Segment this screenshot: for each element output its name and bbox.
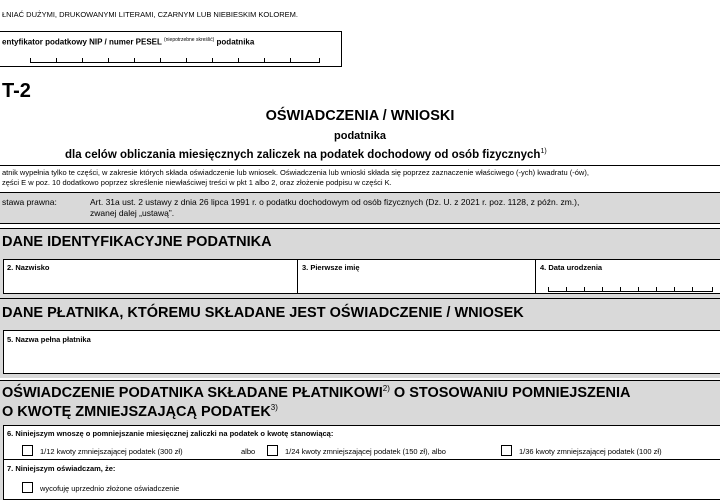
birth-date-field[interactable] xyxy=(536,259,720,294)
option-1-36-checkbox[interactable] xyxy=(501,445,512,456)
birth-date-label: 4. Data urodzenia xyxy=(540,263,603,272)
albo-connector: albo xyxy=(241,447,256,456)
option-1-24-checkbox[interactable] xyxy=(267,445,278,456)
filling-instruction: ŁNIAĆ DUŻYMI, DRUKOWANYMI LITERAMI, CZARNYM LUB NIEBIESKIM KOLOREM. xyxy=(2,10,299,19)
section-c-title-line-2: O KWOTĘ ZMNIEJSZAJĄCĄ PODATEK$^{3)}$ xyxy=(2,403,278,420)
first-name-label: 3. Pierwsze imię xyxy=(302,263,360,272)
birth-date-ticks xyxy=(548,287,713,292)
section-a-header xyxy=(0,228,720,258)
payer-name-field[interactable] xyxy=(3,330,720,374)
field-7-label: 7. Niniejszym oświadczam, że: xyxy=(7,464,116,473)
legal-basis-row xyxy=(0,192,720,224)
nip-field-label: entyfikator podatkowy NIP / numer PESEL $^{(niepotrzebne skreślić)}$ podatnika xyxy=(2,37,255,47)
form-title: OŚWIADCZENIA / WNIOSKI xyxy=(265,108,455,124)
form-code: T-2 xyxy=(2,80,31,102)
section-a-fields-row xyxy=(0,256,720,298)
withdraw-statement-checkbox[interactable] xyxy=(22,482,33,493)
legal-basis-text-2: zwanej dalej „ustawą”. xyxy=(90,208,175,218)
section-b-fields-row xyxy=(0,328,720,378)
option-1-36-label: 1/36 kwoty zmniejszającej podatek (100 zł) xyxy=(519,447,662,456)
withdraw-statement-label: wycofuję uprzednio złożone oświadczenie xyxy=(40,484,180,493)
instructions-line-2: zęści E w poz. 10 dodatkowo poprzez skreślenie niewłaściwej treści w pkt 1 albo 2, oraz złożenie podpisu w części K. xyxy=(2,178,392,187)
legal-basis-text-1: Art. 31a ust. 2 ustawy z dnia 26 lipca 1991 r. o podatku dochodowym od osób fizycznych (Dz. U. z 2021 r. poz. 1128, z późn. zm.), xyxy=(90,197,580,207)
form-subtitle-purpose: dla celów obliczania miesięcznych zaliczek na podatek dochodowy od osób fizycznych$^{1)}$ xyxy=(65,148,547,161)
section-a-title: DANE IDENTYFIKACYJNE PODATNIKA xyxy=(2,234,272,250)
field-7-box xyxy=(3,460,720,500)
section-c-fields xyxy=(0,422,720,500)
field-6-label: 6. Niniejszym wnoszę o pomniejszanie miesięcznej zaliczki na podatek o kwotę stanowiącą: xyxy=(7,429,334,438)
instructions-box xyxy=(0,165,720,187)
option-1-12-checkbox[interactable] xyxy=(22,445,33,456)
form-subtitle: podatnika xyxy=(334,130,386,142)
surname-field[interactable] xyxy=(3,259,298,294)
nip-field-box[interactable] xyxy=(0,31,342,67)
section-c-title-line-1: OŚWIADCZENIE PODATNIKA SKŁADANE PŁATNIKOWI$^{2)}$ O STOSOWANIU POMNIEJSZENIA xyxy=(2,384,631,401)
section-b-header xyxy=(0,298,720,330)
payer-name-label: 5. Nazwa pełna płatnika xyxy=(7,335,91,344)
option-1-12-label: 1/12 kwoty zmniejszającej podatek (300 zł) xyxy=(40,447,183,456)
field-6-box xyxy=(3,425,720,460)
section-b-title: DANE PŁATNIKA, KTÓREMU SKŁADANE JEST OŚWIADCZENIE / WNIOSEK xyxy=(2,305,524,321)
section-c-header xyxy=(0,380,720,424)
surname-label: 2. Nazwisko xyxy=(7,263,50,272)
nip-input-ticks xyxy=(30,58,320,63)
legal-basis-label: stawa prawna: xyxy=(2,197,57,207)
option-1-24-label: 1/24 kwoty zmniejszającej podatek (150 zł), albo xyxy=(285,447,446,456)
first-name-field[interactable] xyxy=(298,259,536,294)
instructions-line-1: atnik wypełnia tylko te części, w zakresie których składa oświadczenie lub wniosek. Oświadczenia lub wnioski składa się poprzez zaznaczenie właściwego (-ych) kwadratu (-ów), xyxy=(2,168,589,177)
